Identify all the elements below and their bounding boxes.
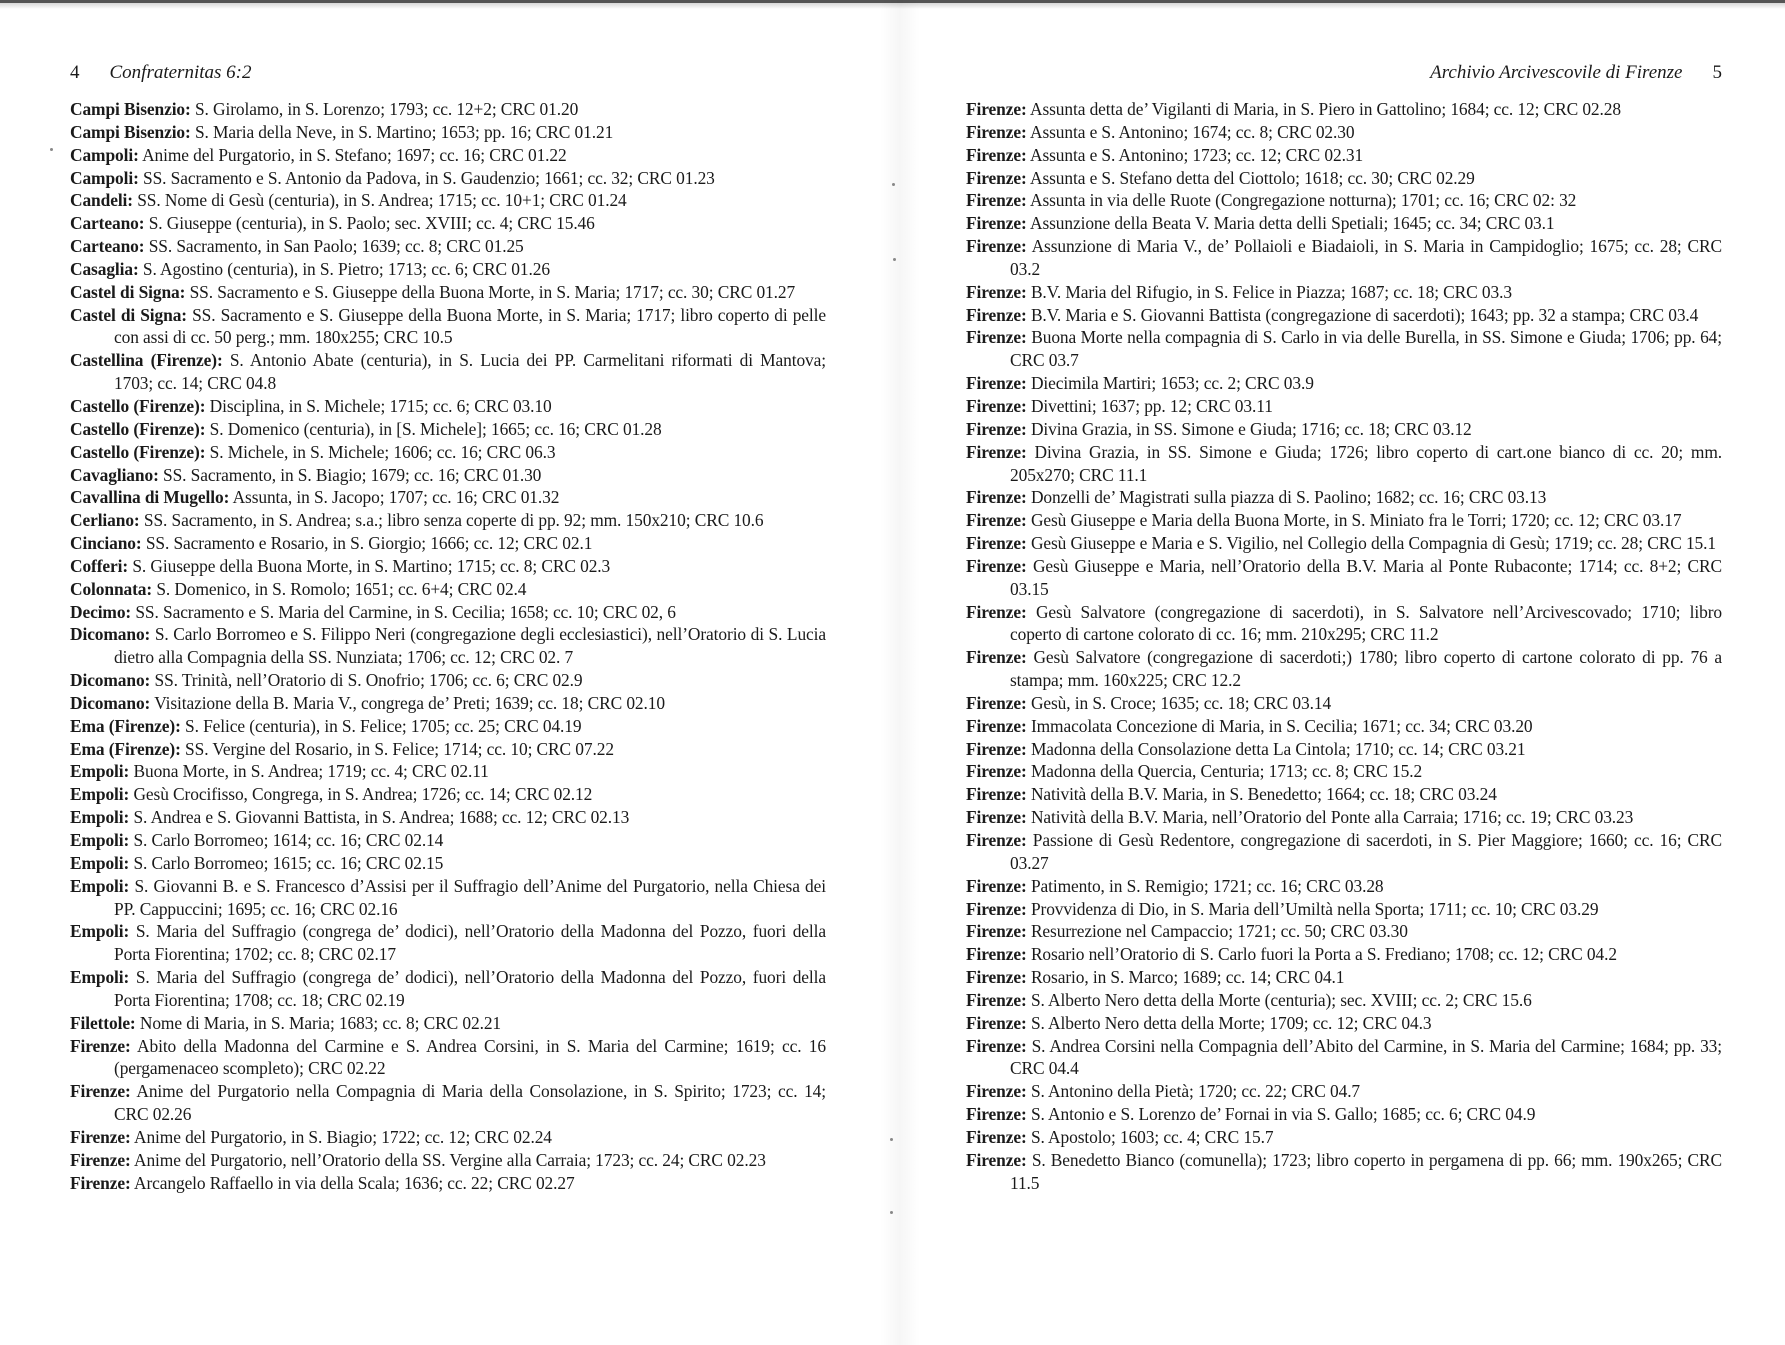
catalog-entry (966, 898, 1722, 921)
entry-description: Assunta in via delle Ruote (Congregazione notturna); 1701; cc. 16; CRC 02: 32 (1029, 190, 1577, 211)
entry-description: Assunzione di Maria V., de’ Pollaioli e Biadaioli, in S. Maria in Campidoglio; 1675; cc. 28; CRC 03.2 (1010, 236, 1722, 279)
entry-description: Anime del Purgatorio, nell’Oratorio della SS. Vergine alla Carraia; 1723; cc. 24; CRC 02.23 (133, 1149, 766, 1170)
catalog-entry (70, 669, 826, 692)
catalog-entry (966, 646, 1722, 692)
catalog-entry (966, 395, 1722, 418)
entry-place: Castello (Firenze): (70, 395, 206, 416)
entry-place: Firenze: (966, 761, 1027, 782)
catalog-entry (966, 1149, 1722, 1195)
entry-place: Filettole: (70, 1012, 136, 1033)
entry-place: Empoli: (70, 807, 130, 828)
entry-place: Firenze: (966, 784, 1027, 805)
entry-place: Firenze: (966, 830, 1027, 850)
catalog-entry (966, 167, 1722, 190)
entry-description: Resurrezione nel Campaccio; 1721; cc. 50; CRC 03.30 (1030, 921, 1408, 942)
entry-place: Firenze: (966, 144, 1027, 165)
catalog-entry (70, 1080, 826, 1126)
entry-place: Ema (Firenze): (70, 738, 181, 759)
entry-description: SS. Sacramento e S. Antonio da Padova, in S. Gaudenzio; 1661; cc. 32; CRC 01.23 (143, 167, 715, 188)
right-running-title: Archivio Arcivescovile di Firenze (1430, 62, 1683, 83)
entry-place: Firenze: (966, 944, 1027, 965)
catalog-entry (966, 966, 1722, 989)
left-page (70, 62, 826, 1195)
catalog-entry (966, 1080, 1722, 1103)
catalog-entry (966, 989, 1722, 1012)
catalog-entry (70, 167, 826, 190)
entry-description: Passione di Gesù Redentore, congregazione di sacerdoti, in S. Pier Maggiore; 1660; cc. 16; CRC 03.27 (1010, 830, 1722, 873)
catalog-entry (70, 966, 826, 1012)
entry-description: Nome di Maria, in S. Maria; 1683; cc. 8; CRC 02.21 (139, 1012, 502, 1033)
entry-place: Decimo: (70, 601, 132, 622)
catalog-entry (70, 1035, 826, 1081)
entry-description: Divina Grazia, in SS. Simone e Giuda; 1726; libro coperto di cart.one bianco di cc. 20; mm. 205x270; CRC 11.1 (1010, 441, 1722, 485)
catalog-entry (966, 555, 1722, 601)
catalog-entry (966, 304, 1722, 327)
entry-description: Provvidenza di Dio, in S. Maria dell’Umiltà nella Sporta; 1711; cc. 10; CRC 03.29 (1030, 898, 1599, 919)
entry-place: Empoli: (70, 852, 130, 873)
entry-place: Campi Bisenzio: (70, 99, 191, 119)
entry-place: Dicomano: (70, 624, 151, 645)
entry-description: Anime del Purgatorio nella Compagnia di Maria della Consolazione, in S. Spirito; 1723; cc. 14; CRC 02.26 (114, 1081, 826, 1125)
entry-place: Firenze: (966, 327, 1027, 348)
entry-place: Firenze: (966, 967, 1027, 988)
entry-place: Firenze: (70, 1081, 131, 1102)
entry-place: Carteano: (70, 236, 145, 257)
entry-description: S. Domenico (centuria), in [S. Michele]; 1665; cc. 16; CRC 01.28 (209, 418, 662, 439)
entry-description: Madonna della Consolazione detta La Cintola; 1710; cc. 14; CRC 03.21 (1030, 738, 1526, 759)
entry-description: SS. Sacramento e S. Maria del Carmine, in S. Cecilia; 1658; cc. 10; CRC 02, 6 (135, 601, 676, 622)
entry-description: Divina Grazia, in SS. Simone e Giuda; 1716; cc. 18; CRC 03.12 (1030, 418, 1472, 439)
scan-speck (890, 1138, 893, 1141)
entry-place: Firenze: (966, 807, 1027, 828)
entry-description: S. Michele, in S. Michele; 1606; cc. 16; CRC 06.3 (209, 441, 556, 462)
book-gutter (880, 0, 920, 1345)
entry-description: SS. Trinità, nell’Oratorio di S. Onofrio; 1706; cc. 6; CRC 02.9 (154, 670, 583, 691)
catalog-entry (70, 144, 826, 167)
entry-place: Cinciano: (70, 533, 142, 554)
entry-description: Madonna della Quercia, Centuria; 1713; cc. 8; CRC 15.2 (1030, 761, 1423, 782)
entry-description: S. Alberto Nero detta della Morte; 1709; cc. 12; CRC 04.3 (1030, 1012, 1432, 1033)
entry-description: S. Domenico, in S. Romolo; 1651; cc. 6+4; CRC 02.4 (156, 578, 527, 599)
entry-description: S. Apostolo; 1603; cc. 4; CRC 15.7 (1030, 1126, 1274, 1147)
entry-place: Firenze: (966, 418, 1027, 439)
entry-place: Campi Bisenzio: (70, 121, 191, 142)
entry-place: Firenze: (966, 533, 1027, 554)
catalog-entry (966, 601, 1722, 647)
catalog-entry (966, 1035, 1722, 1081)
entry-place: Firenze: (966, 1126, 1027, 1147)
catalog-entry (70, 875, 826, 921)
entry-description: Assunta, in S. Jacopo; 1707; cc. 16; CRC 01.32 (232, 487, 560, 508)
entry-place: Colonnata: (70, 578, 153, 599)
catalog-entry (966, 98, 1722, 121)
entry-description: S. Giovanni B. e S. Francesco d’Assisi per il Suffragio dell’Anime del Purgatorio, nella Chiesa dei PP. Cappuccini; 1695; cc. 16; CRC 02.16 (114, 875, 826, 919)
catalog-entry (966, 738, 1722, 761)
entry-place: Firenze: (966, 1035, 1027, 1056)
entry-description: S. Benedetto Bianco (comunella); 1723; libro coperto in pergamena di pp. 66; mm. 190x265; CRC 11.5 (1010, 1149, 1722, 1193)
catalog-entry (70, 486, 826, 509)
entry-place: Empoli: (70, 830, 130, 850)
entry-description: S. Agostino (centuria), in S. Pietro; 1713; cc. 6; CRC 01.26 (142, 258, 550, 279)
left-entry-list (70, 98, 826, 1195)
entry-description: S. Antonino della Pietà; 1720; cc. 22; CRC 04.7 (1030, 1081, 1361, 1102)
entry-place: Casaglia: (70, 258, 139, 279)
catalog-entry (70, 601, 826, 624)
entry-description: SS. Sacramento e Rosario, in S. Giorgio; 1666; cc. 12; CRC 02.1 (145, 533, 593, 554)
entry-place: Firenze: (966, 510, 1027, 531)
catalog-entry (70, 349, 826, 395)
catalog-entry (70, 98, 826, 121)
catalog-entry (70, 441, 826, 464)
entry-place: Castello (Firenze): (70, 441, 206, 462)
scan-speck (890, 1211, 893, 1214)
catalog-entry (70, 829, 826, 852)
entry-description: SS. Sacramento, in S. Biagio; 1679; cc. 16; CRC 01.30 (163, 464, 542, 485)
entry-description: Assunta e S. Antonino; 1723; cc. 12; CRC 02.31 (1029, 144, 1364, 165)
catalog-entry (966, 509, 1722, 532)
entry-description: Assunta e S. Stefano detta del Ciottolo; 1618; cc. 30; CRC 02.29 (1029, 167, 1475, 188)
catalog-entry (70, 760, 826, 783)
entry-description: Assunzione della Beata V. Maria detta delli Spetiali; 1645; cc. 34; CRC 03.1 (1029, 213, 1555, 234)
catalog-entry (966, 121, 1722, 144)
catalog-entry (70, 555, 826, 578)
entry-description: Gesù Giuseppe e Maria, nell’Oratorio della B.V. Maria al Ponte Rubaconte; 1714; cc. 8+2; CRC 03.15 (1010, 555, 1723, 599)
entry-place: Firenze: (966, 738, 1027, 759)
entry-description: S. Antonio Abate (centuria), in S. Lucia dei PP. Carmelitani riformati di Mantova; 1703; cc. 14; CRC 04.8 (114, 350, 826, 394)
entry-description: S. Carlo Borromeo; 1615; cc. 16; CRC 02.15 (133, 852, 444, 873)
right-page-number: 5 (1712, 62, 1722, 83)
catalog-entry (70, 578, 826, 601)
catalog-entry (966, 441, 1722, 487)
entry-description: S. Giuseppe (centuria), in S. Paolo; sec. XVIII; cc. 4; CRC 15.46 (148, 213, 595, 234)
entry-description: Disciplina, in S. Michele; 1715; cc. 6; CRC 03.10 (209, 395, 552, 416)
entry-place: Firenze: (70, 1172, 131, 1193)
entry-place: Firenze: (966, 715, 1027, 736)
entry-place: Empoli: (70, 784, 130, 805)
entry-place: Cavagliano: (70, 464, 159, 485)
entry-description: Gesù Salvatore (congregazione di sacerdoti), in S. Salvatore nell’Arcivescovado; 1710; libro coperto di cartone colorato di cc. 16; mm. 210x295; CRC 11.2 (1010, 601, 1722, 645)
entry-place: Firenze: (70, 1149, 131, 1170)
entry-place: Campoli: (70, 167, 139, 188)
entry-place: Castel di Signa: (70, 281, 186, 302)
entry-description: Gesù, in S. Croce; 1635; cc. 18; CRC 03.14 (1030, 692, 1332, 713)
catalog-entry (966, 486, 1722, 509)
entry-description: Assunta detta de’ Vigilanti di Maria, in S. Piero in Gattolino; 1684; cc. 12; CRC 02.28 (1029, 99, 1621, 119)
catalog-entry (966, 326, 1722, 372)
entry-description: Immacolata Concezione di Maria, in S. Cecilia; 1671; cc. 34; CRC 03.20 (1030, 715, 1533, 736)
entry-description: Patimento, in S. Remigio; 1721; cc. 16; CRC 03.28 (1030, 875, 1384, 896)
catalog-entry (70, 852, 826, 875)
entry-description: S. Giuseppe della Buona Morte, in S. Martino; 1715; cc. 8; CRC 02.3 (132, 555, 611, 576)
catalog-entry (966, 783, 1722, 806)
entry-place: Firenze: (966, 99, 1027, 119)
catalog-entry (70, 532, 826, 555)
catalog-entry (70, 395, 826, 418)
catalog-entry (70, 418, 826, 441)
catalog-entry (70, 258, 826, 281)
entry-place: Castellina (Firenze): (70, 350, 223, 371)
entry-description: SS. Sacramento, in San Paolo; 1639; cc. 8; CRC 01.25 (148, 236, 524, 257)
entry-place: Castel di Signa: (70, 304, 187, 325)
catalog-entry (966, 144, 1722, 167)
entry-description: Anime del Purgatorio, in S. Stefano; 1697; cc. 16; CRC 01.22 (142, 144, 567, 165)
right-page (966, 62, 1722, 1195)
entry-place: Firenze: (70, 1126, 131, 1147)
catalog-entry (70, 281, 826, 304)
entry-description: S. Andrea Corsini nella Compagnia dell’Abito del Carmine, in S. Maria del Carmine; 1684; pp. 33; CRC 04.4 (1010, 1035, 1722, 1079)
entry-description: Divettini; 1637; pp. 12; CRC 03.11 (1030, 395, 1273, 416)
catalog-entry (966, 875, 1722, 898)
catalog-entry (966, 1126, 1722, 1149)
entry-description: Donzelli de’ Magistrati sulla piazza di S. Paolino; 1682; cc. 16; CRC 03.13 (1030, 487, 1547, 508)
entry-place: Firenze: (966, 1012, 1027, 1033)
right-entry-list (966, 98, 1722, 1195)
entry-description: Abito della Madonna del Carmine e S. Andrea Corsini, in S. Maria del Carmine; 1619; cc. 16 (pergamenaceo scompleto); CRC 02.22 (114, 1035, 826, 1079)
entry-place: Carteano: (70, 213, 145, 234)
entry-description: S. Maria del Suffragio (congrega de’ dodici), nell’Oratorio della Madonna del Pozzo, fuori della Porta Fiorentina; 1702; cc. 8; CRC 02.17 (114, 921, 826, 965)
catalog-entry (70, 1149, 826, 1172)
entry-description: S. Felice (centuria), in S. Felice; 1705; cc. 25; CRC 04.19 (185, 715, 582, 736)
catalog-entry (966, 281, 1722, 304)
catalog-entry (966, 235, 1722, 281)
catalog-entry (70, 509, 826, 532)
entry-place: Firenze: (966, 373, 1027, 394)
entry-place: Firenze: (966, 167, 1027, 188)
entry-description: Natività della B.V. Maria, nell’Oratorio del Ponte alla Carraia; 1716; cc. 19; CRC 03.23 (1030, 807, 1634, 828)
catalog-entry (70, 464, 826, 487)
entry-place: Empoli: (70, 921, 130, 942)
catalog-entry (70, 235, 826, 258)
entry-description: SS. Sacramento e S. Giuseppe della Buona Morte, in S. Maria; 1717; cc. 30; CRC 01.27 (189, 281, 796, 302)
catalog-entry (966, 372, 1722, 395)
entry-description: S. Girolamo, in S. Lorenzo; 1793; cc. 12+2; CRC 01.20 (194, 99, 579, 119)
entry-description: S. Carlo Borromeo; 1614; cc. 16; CRC 02.14 (133, 830, 444, 850)
entry-description: Gesù Giuseppe e Maria della Buona Morte, in S. Miniato fra le Torri; 1720; cc. 12; CRC 03.17 (1030, 510, 1682, 531)
left-running-head (70, 62, 826, 88)
entry-place: Candeli: (70, 190, 133, 211)
entry-place: Firenze: (966, 121, 1027, 142)
entry-place: Firenze: (966, 601, 1027, 622)
catalog-entry (966, 418, 1722, 441)
entry-place: Firenze: (966, 190, 1027, 211)
entry-place: Firenze: (966, 898, 1027, 919)
entry-description: Natività della B.V. Maria, in S. Benedetto; 1664; cc. 18; CRC 03.24 (1030, 784, 1497, 805)
entry-description: Rosario, in S. Marco; 1689; cc. 14; CRC 04.1 (1030, 967, 1345, 988)
catalog-entry (70, 304, 826, 350)
entry-description: SS. Nome di Gesù (centuria), in S. Andrea; 1715; cc. 10+1; CRC 01.24 (137, 190, 627, 211)
entry-description: S. Alberto Nero detta della Morte (centuria); sec. XVIII; cc. 2; CRC 15.6 (1030, 989, 1532, 1010)
entry-place: Cofferi: (70, 555, 129, 576)
right-running-head (966, 62, 1722, 88)
entry-description: Gesù Giuseppe e Maria e S. Vigilio, nel Collegio della Compagnia di Gesù; 1719; cc. 28; CRC 15.1 (1030, 533, 1716, 554)
catalog-entry (70, 189, 826, 212)
catalog-entry (966, 692, 1722, 715)
entry-description: S. Maria del Suffragio (congrega de’ dodici), nell’Oratorio della Madonna del Pozzo, fuori della Porta Fiorentina; 1708; cc. 18; CRC 02.19 (114, 967, 826, 1010)
entry-description: S. Carlo Borromeo e S. Filippo Neri (congregazione degli ecclesiastici), nell’Oratorio di S. Lucia dietro alla Compagnia della SS. Nunziata; 1706; cc. 12; CRC 02. 7 (114, 624, 827, 668)
entry-place: Castello (Firenze): (70, 418, 206, 439)
catalog-entry (966, 189, 1722, 212)
catalog-entry (966, 212, 1722, 235)
catalog-entry (70, 623, 826, 669)
entry-description: B.V. Maria e S. Giovanni Battista (congregazione di sacerdoti); 1643; pp. 32 a stampa; CRC 03.4 (1030, 304, 1699, 325)
entry-place: Firenze: (70, 1035, 131, 1056)
catalog-entry (966, 920, 1722, 943)
entry-description: Rosario nell’Oratorio di S. Carlo fuori la Porta a S. Frediano; 1708; cc. 12; CRC 04.2 (1030, 944, 1617, 965)
entry-description: B.V. Maria del Rifugio, in S. Felice in Piazza; 1687; cc. 18; CRC 03.3 (1030, 281, 1512, 302)
entry-place: Firenze: (966, 1104, 1027, 1125)
left-running-title: Confraternitas 6:2 (109, 62, 252, 83)
entry-place: Firenze: (966, 555, 1027, 576)
catalog-entry (70, 1172, 826, 1195)
entry-description: Assunta e S. Antonino; 1674; cc. 8; CRC 02.30 (1029, 121, 1355, 142)
entry-place: Firenze: (966, 304, 1027, 325)
catalog-entry (70, 806, 826, 829)
entry-place: Cavallina di Mugello: (70, 487, 230, 508)
entry-place: Firenze: (966, 692, 1027, 713)
left-page-number: 4 (70, 62, 80, 83)
entry-place: Empoli: (70, 875, 130, 896)
entry-description: Gesù Crocifisso, Congrega, in S. Andrea; 1726; cc. 14; CRC 02.12 (133, 784, 593, 805)
entry-place: Cerliano: (70, 510, 140, 531)
entry-place: Firenze: (966, 921, 1027, 942)
catalog-entry (70, 920, 826, 966)
catalog-entry (70, 715, 826, 738)
entry-place: Firenze: (966, 989, 1027, 1010)
catalog-entry (966, 760, 1722, 783)
catalog-entry (966, 532, 1722, 555)
catalog-entry (70, 1012, 826, 1035)
catalog-entry (966, 1012, 1722, 1035)
catalog-entry (966, 1103, 1722, 1126)
entry-place: Firenze: (966, 236, 1027, 257)
entry-description: S. Maria della Neve, in S. Martino; 1653; pp. 16; CRC 01.21 (194, 121, 614, 142)
catalog-entry (70, 1126, 826, 1149)
entry-description: Buona Morte nella compagnia di S. Carlo in via delle Burella, in SS. Simone e Giuda; 1706; pp. 64; CRC 03.7 (1010, 327, 1722, 371)
entry-place: Firenze: (966, 441, 1027, 462)
scan-speck (893, 258, 896, 261)
entry-description: Diecimila Martiri; 1653; cc. 2; CRC 03.9 (1030, 373, 1314, 394)
entry-description: Visitazione della B. Maria V., congrega de’ Preti; 1639; cc. 18; CRC 02.10 (154, 692, 665, 713)
catalog-entry (70, 692, 826, 715)
entry-description: SS. Sacramento e S. Giuseppe della Buona Morte, in S. Maria; 1717; libro coperto di pelle con assi di cc. 50 perg.; mm. 180x255; CRC 10.5 (114, 304, 826, 348)
entry-place: Empoli: (70, 967, 130, 988)
catalog-entry (70, 738, 826, 761)
entry-place: Firenze: (966, 647, 1027, 668)
scan-speck (50, 148, 53, 151)
entry-description: S. Andrea e S. Giovanni Battista, in S. Andrea; 1688; cc. 12; CRC 02.13 (133, 807, 630, 828)
scan-speck (892, 183, 895, 186)
catalog-entry (70, 783, 826, 806)
entry-place: Firenze: (966, 213, 1027, 234)
catalog-entry (966, 806, 1722, 829)
entry-description: Gesù Salvatore (congregazione di sacerdoti;) 1780; libro coperto di cartone colorato di pp. 76 a stampa; mm. 160x225; CRC 12.2 (1010, 647, 1723, 691)
entry-description: SS. Vergine del Rosario, in S. Felice; 1714; cc. 10; CRC 07.22 (185, 738, 614, 759)
entry-description: Anime del Purgatorio, in S. Biagio; 1722; cc. 12; CRC 02.24 (133, 1126, 552, 1147)
entry-place: Firenze: (966, 395, 1027, 416)
entry-description: Arcangelo Raffaello in via della Scala; 1636; cc. 22; CRC 02.27 (133, 1172, 575, 1193)
entry-place: Firenze: (966, 1149, 1027, 1170)
entry-place: Campoli: (70, 144, 139, 165)
entry-place: Firenze: (966, 487, 1027, 508)
catalog-entry (966, 715, 1722, 738)
entry-place: Dicomano: (70, 692, 151, 713)
entry-description: Buona Morte, in S. Andrea; 1719; cc. 4; CRC 02.11 (133, 761, 489, 782)
catalog-entry (966, 943, 1722, 966)
entry-place: Ema (Firenze): (70, 715, 181, 736)
entry-place: Dicomano: (70, 670, 151, 691)
catalog-entry (70, 212, 826, 235)
catalog-entry (70, 121, 826, 144)
entry-place: Firenze: (966, 1081, 1027, 1102)
entry-place: Firenze: (966, 875, 1027, 896)
catalog-entry (966, 829, 1722, 875)
entry-description: SS. Sacramento, in S. Andrea; s.a.; libro senza coperte di pp. 92; mm. 150x210; CRC 10.6 (143, 510, 764, 531)
entry-place: Firenze: (966, 281, 1027, 302)
entry-description: S. Antonio e S. Lorenzo de’ Fornai in via S. Gallo; 1685; cc. 6; CRC 04.9 (1030, 1104, 1536, 1125)
entry-place: Empoli: (70, 761, 130, 782)
